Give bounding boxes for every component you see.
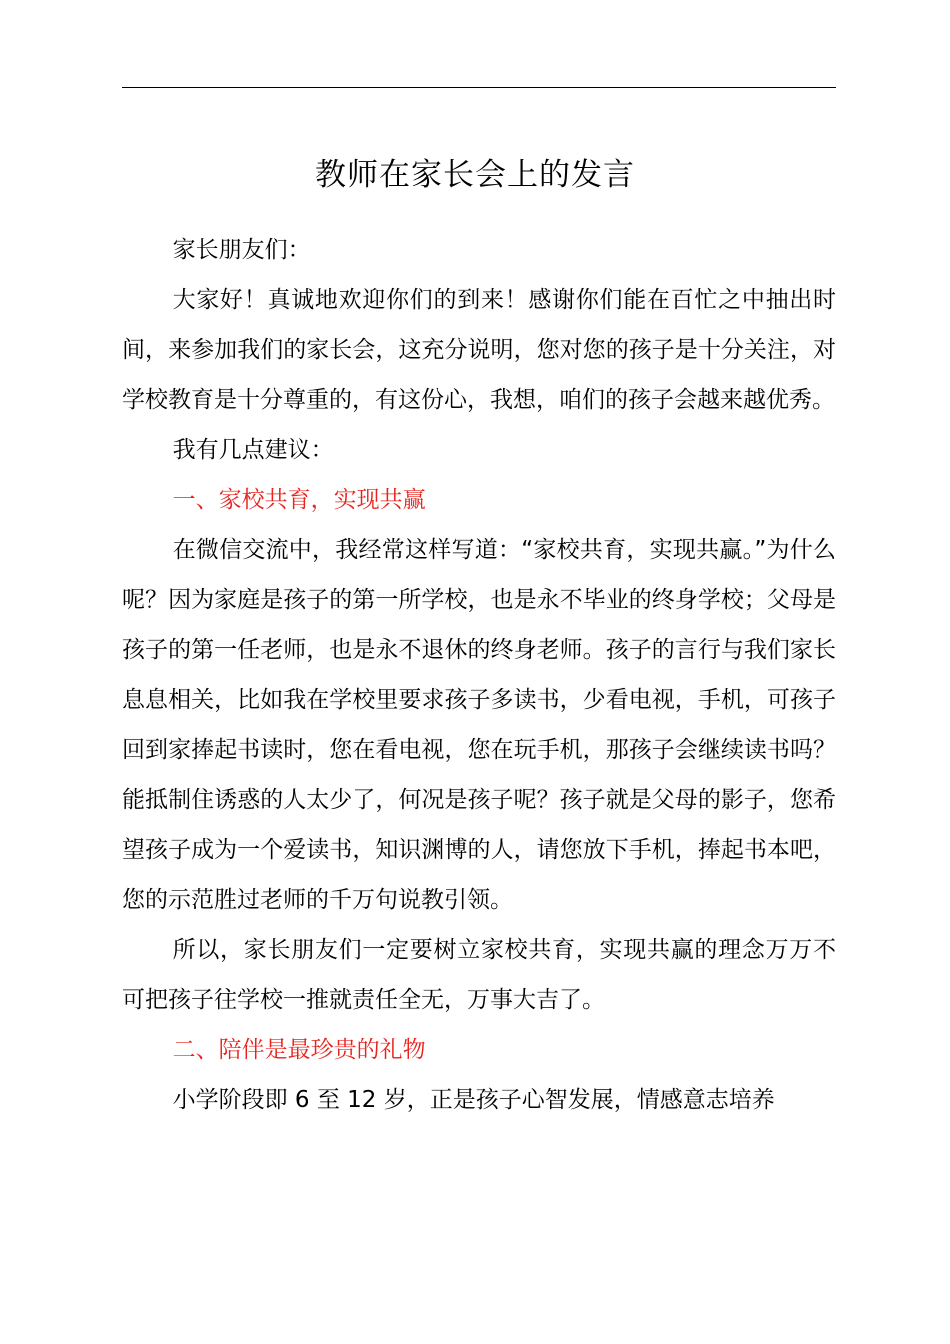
document-title: 教师在家长会上的发言 [315,157,635,193]
document-body [122,225,836,1125]
welcome-paragraph: 大家好！真诚地欢迎你们的到来！感谢你们能在百忙之中抽出时间，来参加我们的家长会，这充分说明，您对您的孩子是十分关注，对学校教育是十分尊重的，有这份心，我想，咱们的孩子会越来越优秀。 [122,287,836,413]
header-rule [122,87,836,88]
greeting-paragraph: 家长朋友们： [172,237,311,263]
section-2-paragraph-1: 小学阶段即 6 至 12 岁，正是孩子心智发展，情感意志培养 [172,1087,775,1113]
section-heading-2: 二、陪伴是最珍贵的礼物 [172,1037,426,1063]
suggestions-intro-paragraph: 我有几点建议： [172,437,334,463]
section-1-paragraph-1: 在微信交流中，我经常这样写道：“家校共育，实现共赢。”为什么呢？因为家庭是孩子的第一所学校，也是永不毕业的终身学校；父母是孩子的第一任老师，也是永不退休的终身老师。孩子的言行与我们家长息息相关，比如我在学校里要求孩子多读书，少看电视，手机，可孩子回到家捧起书读时，您在看电视，您在玩手机，那孩子会继续读书吗？能抵制住诱惑的人太少了，何况是孩子呢？孩子就是父母的影子，您希望孩子成为一个爱读书，知识渊博的人，请您放下手机，捧起书本吧，您的示范胜过老师的千万句说教引领。 [122,537,836,913]
section-1-paragraph-2: 所以，家长朋友们一定要树立家校共育，实现共赢的理念万万不可把孩子往学校一推就责任全无，万事大吉了。 [122,937,836,1013]
section-heading-1: 一、家校共育，实现共赢 [172,487,426,513]
